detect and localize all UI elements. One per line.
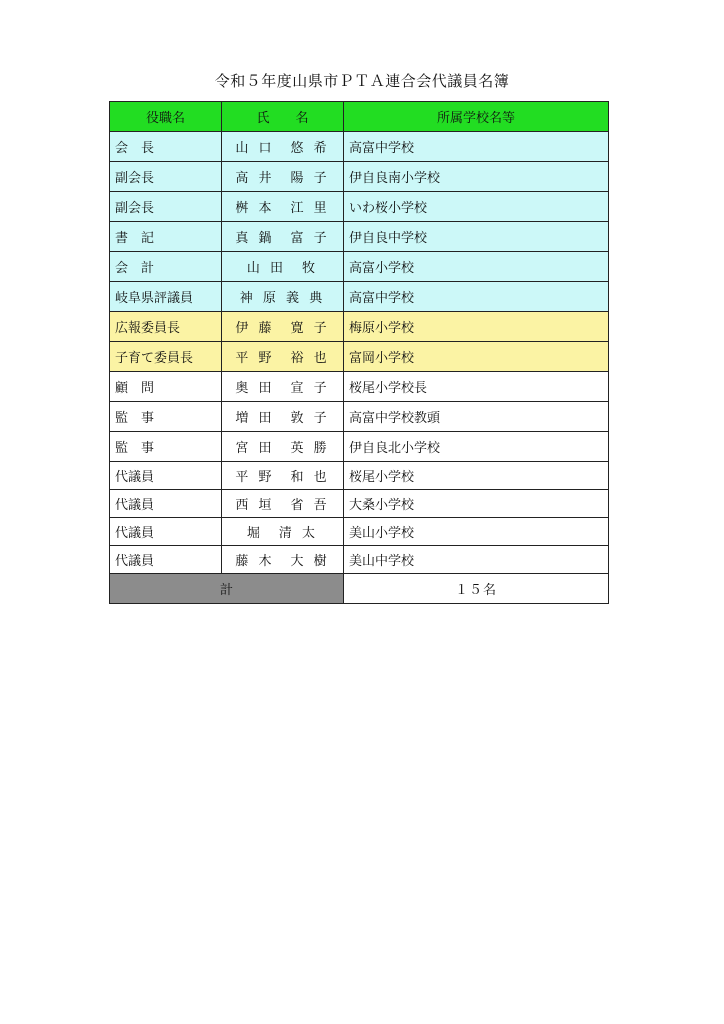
table-row	[110, 222, 609, 252]
role-cell: 会 長	[110, 132, 222, 162]
school-cell: 大桑小学校	[344, 490, 609, 518]
column-header-name: 氏 名	[222, 102, 344, 132]
role-cell: 代議員	[110, 546, 222, 574]
role-cell: 代議員	[110, 518, 222, 546]
school-cell: いわ桜小学校	[344, 192, 609, 222]
table-row	[110, 312, 609, 342]
role-cell: 副会長	[110, 162, 222, 192]
role-cell: 広報委員長	[110, 312, 222, 342]
role-cell: 岐阜県評議員	[110, 282, 222, 312]
school-cell: 伊自良南小学校	[344, 162, 609, 192]
role-cell: 顧 問	[110, 372, 222, 402]
table-row	[110, 462, 609, 490]
school-cell: 美山小学校	[344, 518, 609, 546]
school-cell: 富岡小学校	[344, 342, 609, 372]
total-label: 計	[110, 574, 344, 604]
page-title: 令和５年度山県市ＰＴＡ連合会代議員名簿	[214, 72, 510, 90]
school-cell: 高富中学校	[344, 282, 609, 312]
name-cell: 奥 田 宣 子	[222, 372, 344, 402]
role-cell: 副会長	[110, 192, 222, 222]
name-cell: 伊 藤 寛 子	[222, 312, 344, 342]
table-row	[110, 372, 609, 402]
table-row	[110, 342, 609, 372]
name-cell: 真 鍋 富 子	[222, 222, 344, 252]
table-row	[110, 546, 609, 574]
column-header-school: 所属学校名等	[344, 102, 609, 132]
table-row	[110, 490, 609, 518]
table-row	[110, 432, 609, 462]
role-cell: 代議員	[110, 490, 222, 518]
school-cell: 桜尾小学校長	[344, 372, 609, 402]
name-cell: 平 野 和 也	[222, 462, 344, 490]
name-cell: 平 野 裕 也	[222, 342, 344, 372]
role-cell: 代議員	[110, 462, 222, 490]
name-cell: 神 原 義 典	[222, 282, 344, 312]
role-cell: 監 事	[110, 432, 222, 462]
role-cell: 監 事	[110, 402, 222, 432]
table-row	[110, 402, 609, 432]
role-cell: 書 記	[110, 222, 222, 252]
name-cell: 桝 本 江 里	[222, 192, 344, 222]
school-cell: 梅原小学校	[344, 312, 609, 342]
name-cell: 堀 清 太	[222, 518, 344, 546]
school-cell: 高富中学校教頭	[344, 402, 609, 432]
role-cell: 子育て委員長	[110, 342, 222, 372]
roster-table	[109, 101, 609, 604]
name-cell: 西 垣 省 吾	[222, 490, 344, 518]
name-cell: 増 田 敦 子	[222, 402, 344, 432]
table-row	[110, 282, 609, 312]
table-row	[110, 252, 609, 282]
school-cell: 高富中学校	[344, 132, 609, 162]
name-cell: 山 口 悠 希	[222, 132, 344, 162]
total-row	[110, 574, 609, 604]
table-row	[110, 518, 609, 546]
name-cell: 宮 田 英 勝	[222, 432, 344, 462]
total-value: １５名	[344, 574, 609, 604]
school-cell: 伊自良中学校	[344, 222, 609, 252]
name-cell: 高 井 陽 子	[222, 162, 344, 192]
school-cell: 高富小学校	[344, 252, 609, 282]
role-cell: 会 計	[110, 252, 222, 282]
school-cell: 伊自良北小学校	[344, 432, 609, 462]
name-cell: 山 田 牧	[222, 252, 344, 282]
school-cell: 美山中学校	[344, 546, 609, 574]
table-row	[110, 132, 609, 162]
table-row	[110, 162, 609, 192]
roster-body	[110, 132, 609, 574]
name-cell: 藤 木 大 樹	[222, 546, 344, 574]
column-header-role: 役職名	[110, 102, 222, 132]
table-row	[110, 192, 609, 222]
header-row	[110, 102, 609, 132]
school-cell: 桜尾小学校	[344, 462, 609, 490]
